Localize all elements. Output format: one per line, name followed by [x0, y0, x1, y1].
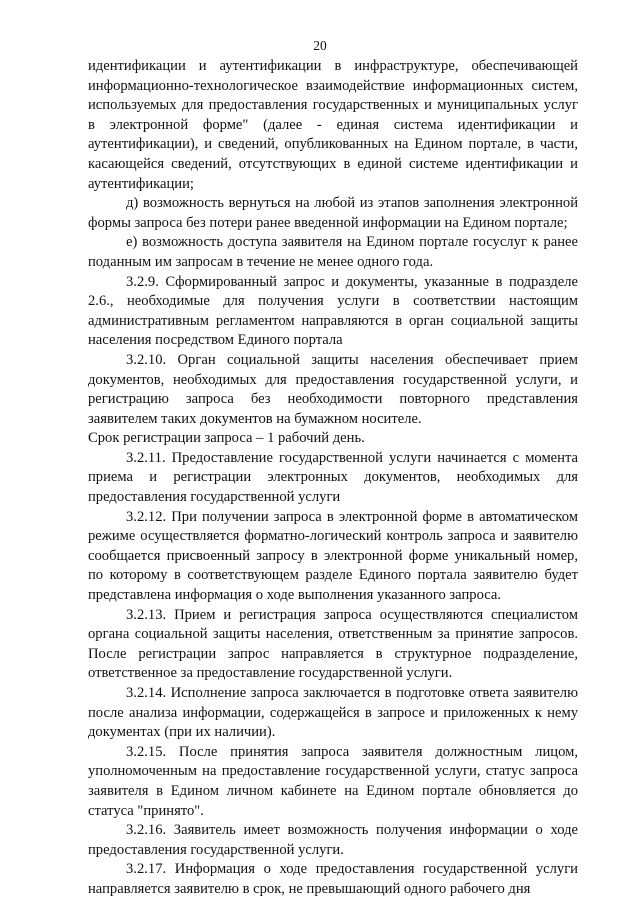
paragraph-3-2-9: 3.2.9. Сформированный запрос и документы, указанные в подразделе 2.6., необходимые для получения услуги в соответствии настоящим административным регламентом направляются в орган социальной защиты населения посредством Единого портала	[88, 273, 578, 349]
paragraph-item-d: д) возможность вернуться на любой из этапов заполнения электронной формы запроса без потери ранее введенной информации на Едином портале;	[88, 195, 578, 231]
paragraph-3-2-12: 3.2.12. При получении запроса в электронной форме в автоматическом режиме осуществляется форматно-логический контроль запроса и заявителю сообщается присвоенный запросу в электронной форме уникальный номер, по которому в соответствующем разделе Единого портала заявителю будет представлена информация о ходе выполнения указанного запроса.	[88, 508, 578, 604]
paragraph-3-2-13: 3.2.13. Прием и регистрация запроса осуществляются специалистом органа социальной защиты населения, ответственным за принятие запросов. После регистрации запрос направляется в структурное подразделение, ответственное за предоставление государственной услуги.	[88, 606, 578, 682]
paragraph-item-e: е) возможность доступа заявителя на Едином портале госуслуг к ранее поданным им запросам в течение не менее одного года.	[88, 234, 578, 270]
paragraph-3-2-11: 3.2.11. Предоставление государственной услуги начинается с момента приема и регистрации электронных документов, необходимых для предоставления государственной услуги	[88, 449, 578, 506]
paragraph-3-2-15: 3.2.15. После принятия запроса заявителя должностным лицом, уполномоченным на предоставление государственной услуги, статус запроса заявителя в Едином личном кабинете на Едином портале обновляется до статуса "принято".	[88, 743, 578, 819]
paragraph-registration-term: Срок регистрации запроса – 1 рабочий день.	[88, 430, 365, 447]
paragraph-continuation: идентификации и аутентификации в инфраструктуре, обеспечивающей информационно-технологическое взаимодействие информационных систем, используемых для предоставления государственных и муниципальных услуг в электронной форме" (далее - единая система идентификации и аутентификации), и сведений, опубликованных на Едином портале, в части, касающейся сведений, отсутствующих в единой системе идентификации и аутентификации;	[88, 58, 578, 192]
paragraph-3-2-14: 3.2.14. Исполнение запроса заключается в подготовке ответа заявителю после анализа информации, содержащейся в запросе и приложенных к нему документах (при их наличии).	[88, 685, 578, 741]
paragraph-3-2-10: 3.2.10. Орган социальной защиты населения обеспечивает прием документов, необходимых для предоставления государственной услуги, и регистрацию запроса без необходимости повторного представления заявителем таких документов на бумажном носителе.	[88, 351, 578, 427]
paragraph-3-2-16: 3.2.16. Заявитель имеет возможность получения информации о ходе предоставления государственной услуги.	[88, 822, 578, 858]
document-body	[88, 57, 578, 900]
paragraph-3-2-17: 3.2.17. Информация о ходе предоставления государственной услуги направляется заявителю в срок, не превышающий одного рабочего дня	[88, 861, 578, 897]
page-number: 20	[313, 38, 327, 53]
